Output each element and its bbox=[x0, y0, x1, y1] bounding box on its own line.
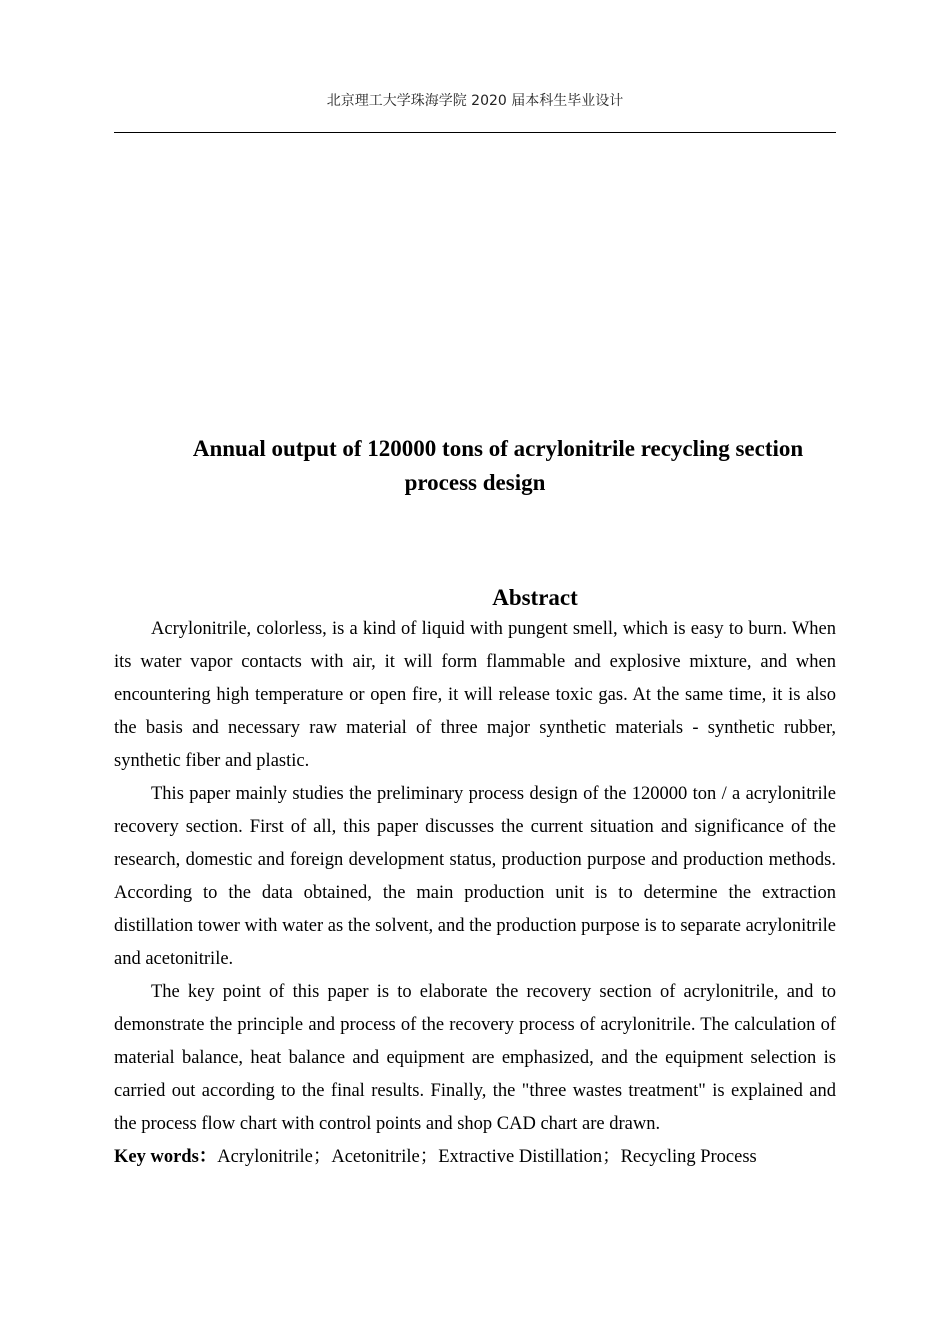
running-header: 北京理工大学珠海学院 2020 届本科生毕业设计 bbox=[326, 93, 624, 109]
abstract-paragraph-1: Acrylonitrile, colorless, is a kind of liquid with pungent smell, which is easy to burn. When its water vapor contacts with air, it will form flammable and explosive mixture, and when encountering high temperature or open fire, it will release toxic gas. At the same time, it is also the basis and necessary raw material of three major synthetic materials - synthetic rubber, synthetic fiber and plastic. bbox=[114, 619, 836, 771]
abstract-paragraph-2: This paper mainly studies the preliminary process design of the 120000 ton / a acrylonitrile recovery section. First of all, this paper discusses the current situation and significance of the research, domestic and foreign development status, production purpose and production methods. According to the data obtained, the main production unit is to determine the extraction distillation tower with water as the solvent, and the production purpose is to separate acrylonitrile and acetonitrile. bbox=[114, 784, 836, 969]
abstract-paragraph-3: The key point of this paper is to elaborate the recovery section of acrylonitrile, and to demonstrate the principle and process of the recovery process of acrylonitrile. The calculation of material balance, heat balance and equipment are emphasized, and the equipment selection is carried out according to the final results. Finally, the "three wastes treatment" is explained and the process flow chart with control points and shop CAD chart are drawn. bbox=[114, 982, 836, 1134]
keywords-line bbox=[114, 1141, 836, 1174]
paper-title-line-2: process design bbox=[404, 470, 546, 495]
keywords-label: Key words： bbox=[114, 1147, 218, 1167]
abstract-body bbox=[114, 613, 836, 1174]
paper-title-line-1: Annual output of 120000 tons of acrylonitrile recycling section bbox=[192, 436, 804, 461]
paper-title bbox=[114, 432, 836, 500]
keywords-text: Acrylonitrile；Acetonitrile；Extractive Distillation；Recycling Process bbox=[217, 1147, 757, 1167]
abstract-heading: Abstract bbox=[492, 585, 578, 610]
header-rule bbox=[114, 132, 836, 133]
